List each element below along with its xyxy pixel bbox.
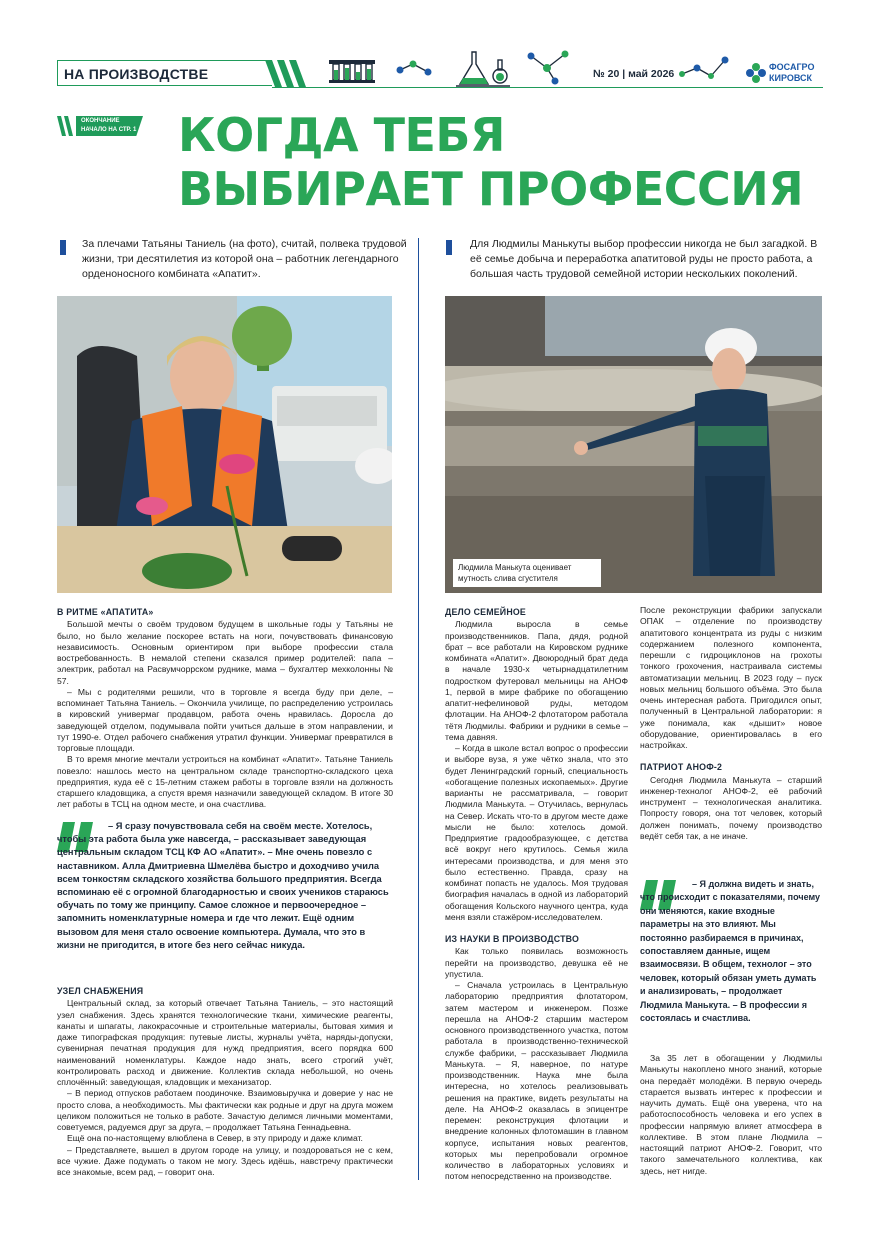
paragraph: Людмила выросла в семье производственников. Папа, дядя, родной брат – все работали на Кировском руднике комбината «Апатит». Двоюродный брат деда в начале 1930-х четырнадцатилетним подростком футеровал мельницы на АНОФ 1, первой в мире фабрике по обогащению апатит-нефелиновой руды, методом флотации. На АНОФ-2 флотатором работала тётя Людмилы. Фабрики и рудники в семье – тема давняя. bbox=[445, 619, 628, 742]
section-tab bbox=[57, 60, 272, 86]
phosagro-logo bbox=[745, 60, 825, 86]
header-rule bbox=[272, 87, 823, 89]
paragraph: Большой мечты о своём трудовом будущем в школьные годы у Татьяны не было, но было желание поскорее встать на ноги, почувствовать финансовую независимость. Основным ориентиром при выборе профессии стала востребованность. В немалой степени сказался пример родителей: папа – электрик, работал на Расвумчоррском руднике, мама – бухгалтер мехколонны № 57. bbox=[57, 619, 393, 686]
subhead-patriot: ПАТРИОТ АНОФ-2 bbox=[640, 762, 723, 773]
article-title bbox=[178, 108, 803, 216]
title-line-1: КОГДА ТЕБЯ bbox=[178, 108, 505, 162]
subhead-science: ИЗ НАУКИ В ПРОИЗВОДСТВО bbox=[445, 934, 580, 944]
issue-number: № 20 | май 2026 bbox=[593, 68, 675, 80]
paragraph: После реконструкции фабрики запускали ОПАК – отделение по производству апатитового концентрата из руды с низким содержанием полезного компонента, перешли с гидроциклонов на грохоты тонкого грохочения, настраивала системы автоматизации мельниц. В 2023 году – пуск новых мельниц большого объёма. Это была очень интересная работа. Пригодился опыт, полученный в Центральной лаборатории: я уже понимала, как «дышит» новое оборудование, ориентировалась в его настройках. bbox=[640, 605, 822, 750]
paragraph: Ещё она по-настоящему влюблена в Север, в эту природу и даже климат. bbox=[67, 1133, 363, 1144]
page-header bbox=[57, 58, 823, 88]
paragraph: – Мы с родителями решили, что в торговле я всегда буду при деле, – вспоминает Татьяна Таниель. – Окончила училище, по распределению устроилась в кировский универмаг продавцом, работа очень нравилась. Доросла до заведующей отделом, подумывала пойти учиться дальше в этом направлении, и тут 1990-е. Отдел рабочего снабжения утратил функции. Универмаг превратился в торговые площади. bbox=[57, 686, 393, 753]
column-left-bottom bbox=[57, 984, 393, 1178]
lead-left: За плечами Татьяны Таниель (на фото), считай, полвека трудовой жизни, три десятилетия из которой она – работник легендарного орденоносного комбината «Апатит». bbox=[82, 238, 407, 280]
lead-marker bbox=[60, 240, 66, 255]
lead-marker bbox=[446, 240, 452, 255]
title-line-2: ВЫБИРАЕТ ПРОФЕССИЯ bbox=[178, 162, 804, 216]
paragraph: В то время многие мечтали устроиться на комбинат «Апатит». Татьяне Таниель повезло: нашлось место на центральном складе транспортно-складского цеха предприятия, куда её с 15-летним стажем работы в торговле взяли на должность старшего кладовщика, а спустя время назначили заведующей складом. В итоге 30 лет работы в ТСЦ на одном месте, и она счастлива. bbox=[57, 754, 393, 810]
continuation-label: ОКОНЧАНИЕ bbox=[81, 118, 120, 124]
column-right bbox=[640, 605, 822, 842]
column-right-bottom bbox=[640, 1053, 822, 1177]
paragraph: Как только появилась возможность перейти на производство, девушка её не упустила. bbox=[445, 946, 628, 979]
continuation-page: НАЧАЛО НА СТР. 1 bbox=[81, 127, 137, 133]
stripes-decoration bbox=[265, 60, 325, 87]
test-tubes-icon bbox=[327, 52, 377, 86]
logo-text-brand: ФОСАГРО bbox=[769, 62, 815, 72]
molecule-chain-icon bbox=[677, 52, 733, 84]
subhead-supply: УЗЕЛ СНАБЖЕНИЯ bbox=[57, 986, 144, 996]
paragraph: – Сначала устроилась в Центральную лабораторию предприятия флотатором, затем мастером и инженером. Позже перешла на АНОФ-2 старшим мастером основного производственного участка, потом работала в производственно-технической службе фабрики, – рассказывает Людмила Манькута. – Я, наверное, по натуре производственник. Наука мне была интересна, но хотелось реализовывать решения на практике, видеть результаты на деле. На АНОФ-2 оказалась в эпицентре перемен: реконструкция флотации и внедрение колонных флотомашин в главном корпусе, испытания новых реагентов, которых мы перепробовали огромное количество в лабораторных условиях и потом непосредственно на производстве. bbox=[445, 980, 628, 1182]
paragraph: – Представляете, вышел в другом городе на улицу, и поздороваться не с кем, все чужие. Даже подумать о таком не могу. Здесь идёшь, навстречу практически все знакомые, всем рад, – говорит она. bbox=[57, 1144, 393, 1177]
section-label: НА ПРОИЗВОДСТВЕ bbox=[64, 66, 209, 82]
column-divider bbox=[418, 238, 419, 1180]
badge-stripes bbox=[57, 116, 77, 136]
paragraph: Центральный склад, за который отвечает Татьяна Таниель, – это настоящий узел снабжения. Здесь хранятся технологические ткани, химические реагенты, канаты и шпагаты, лакокрасочные и строительные материалы, бытовая химия и даже типографская продукция: путевые листы, журналы учёта, наряды-допуски, сувенирная печатная продукция для нужд предприятия, всего порядка 600 наименований номенклатуры. Каждое надо знать, всего строгий учёт, контролировать расход и движение. Коллектив склада небольшой, но очень сплочённый: заведующая, кладовщик и механизатор. bbox=[57, 998, 393, 1087]
column-middle bbox=[445, 605, 628, 1183]
paragraph: – Когда в школе встал вопрос о профессии и выборе вуза, я уже чётко знала, что это будет Ленинградский горный, специальность «обогащение полезных ископаемых». Другие варианты не рассматривала, – говорит Людмила Манькута. – Отучилась, вернулась на Север. Искать что-то в другом месте даже мысли не было: хотелось домой. Предприятие градообразующее, с детства всё вокруг него крутилось. Семья жила интересами производства, и для меня это было естественно. Правда, сразу на комбинат попасть не удалось. Моя трудовая биография началась в одной из лабораторий обогащения Кольского научного центра, куда меня взяли стажёром-исследователем. bbox=[445, 743, 628, 922]
subhead-rhythm: В РИТМЕ «АПАТИТА» bbox=[57, 607, 154, 617]
molecule-network-icon bbox=[525, 48, 571, 86]
flask-icon bbox=[450, 46, 514, 88]
phosagro-logo-mark bbox=[745, 62, 767, 84]
quote-right: – Я должна видеть и знать, что происходит с показателями, почему они меняются, какие входные параметры на это влияют. Мы постоянно разбираемся в причинах, сопоставляем данные, ищем взаимосвязи. В общем, технолог – это человек, который обязан уметь думать и анализировать, – продолжает Людмила Манькута. – В профессии я состоялась и счастлива. bbox=[640, 879, 821, 1024]
paragraph: За 35 лет в обогащении у Людмилы Манькуты накоплено много знаний, которые она передаёт молодёжи. В первую очередь старается вызвать интерес к профессии и научить думать. Ещё она уверена, что на работоспособность человека и его успех в профессии напрямую влияет атмосфера в коллективе. В этом плане Людмила – настоящий патриот АНОФ-2. Говорит, что такого замечательного коллектива, как здесь, нет нигде. bbox=[640, 1053, 822, 1176]
subhead-family: ДЕЛО СЕМЕЙНОЕ bbox=[445, 607, 526, 617]
molecule-icon bbox=[395, 56, 435, 80]
quote-left: – Я сразу почувствовала себя на своём месте. Хотелось, чтобы эта работа была уже навсегда, – рассказывает заведующая центральным складом ТСЦ КФ АО «Апатит». – Мне очень повезло с наставником. Алла Дмитриевна Шмелёва быстро и доходчиво учила всем тонкостям складского хозяйства большого предприятия. Всегда вспоминаю её с огромной благодарностью и своих учеников стараюсь обучать по тому же принципу. Самое сложное и первоочередное – запомнить номенклатурные номера и где что лежит. Ещё одним вызовом для меня стало освоение компьютера. Думала, что это в жизни не пригодится, в итоге без него сейчас никуда. bbox=[57, 821, 389, 950]
column-left-top bbox=[57, 605, 393, 811]
paragraph: Сегодня Людмила Манькута – старший инженер-технолог АНОФ-2, её рабочий инструмент – технологическая аналитика. Попросту говоря, она тот человек, который должен понимать, почему производство ведёт себя так, а не иначе. bbox=[640, 774, 822, 841]
paragraph: – В период отпусков работаем поодиночке. Взаимовыручка и доверие у нас не просто слова, а необходимость. Мы фактически как родные и друг на друга можем целиком положиться не только в работе. Зачастую делимся личными моментами, советуемся, радуемся друг за друга, – продолжает Татьяна Геннадьевна. bbox=[57, 1088, 393, 1132]
photo-caption: Людмила Манькута оценивает мутность слива сгустителя bbox=[453, 559, 601, 587]
photo-tatyana bbox=[57, 296, 392, 593]
logo-text-city: КИРОВСК bbox=[769, 73, 812, 83]
lead-right: Для Людмилы Манькуты выбор профессии никогда не был загадкой. В её семье добыча и переработка апатитовой руды не просто работа, а большая часть трудовой семейной истории нескольких поколений. bbox=[470, 238, 818, 280]
photo-lyudmila bbox=[445, 296, 822, 593]
continuation-badge bbox=[57, 116, 143, 136]
